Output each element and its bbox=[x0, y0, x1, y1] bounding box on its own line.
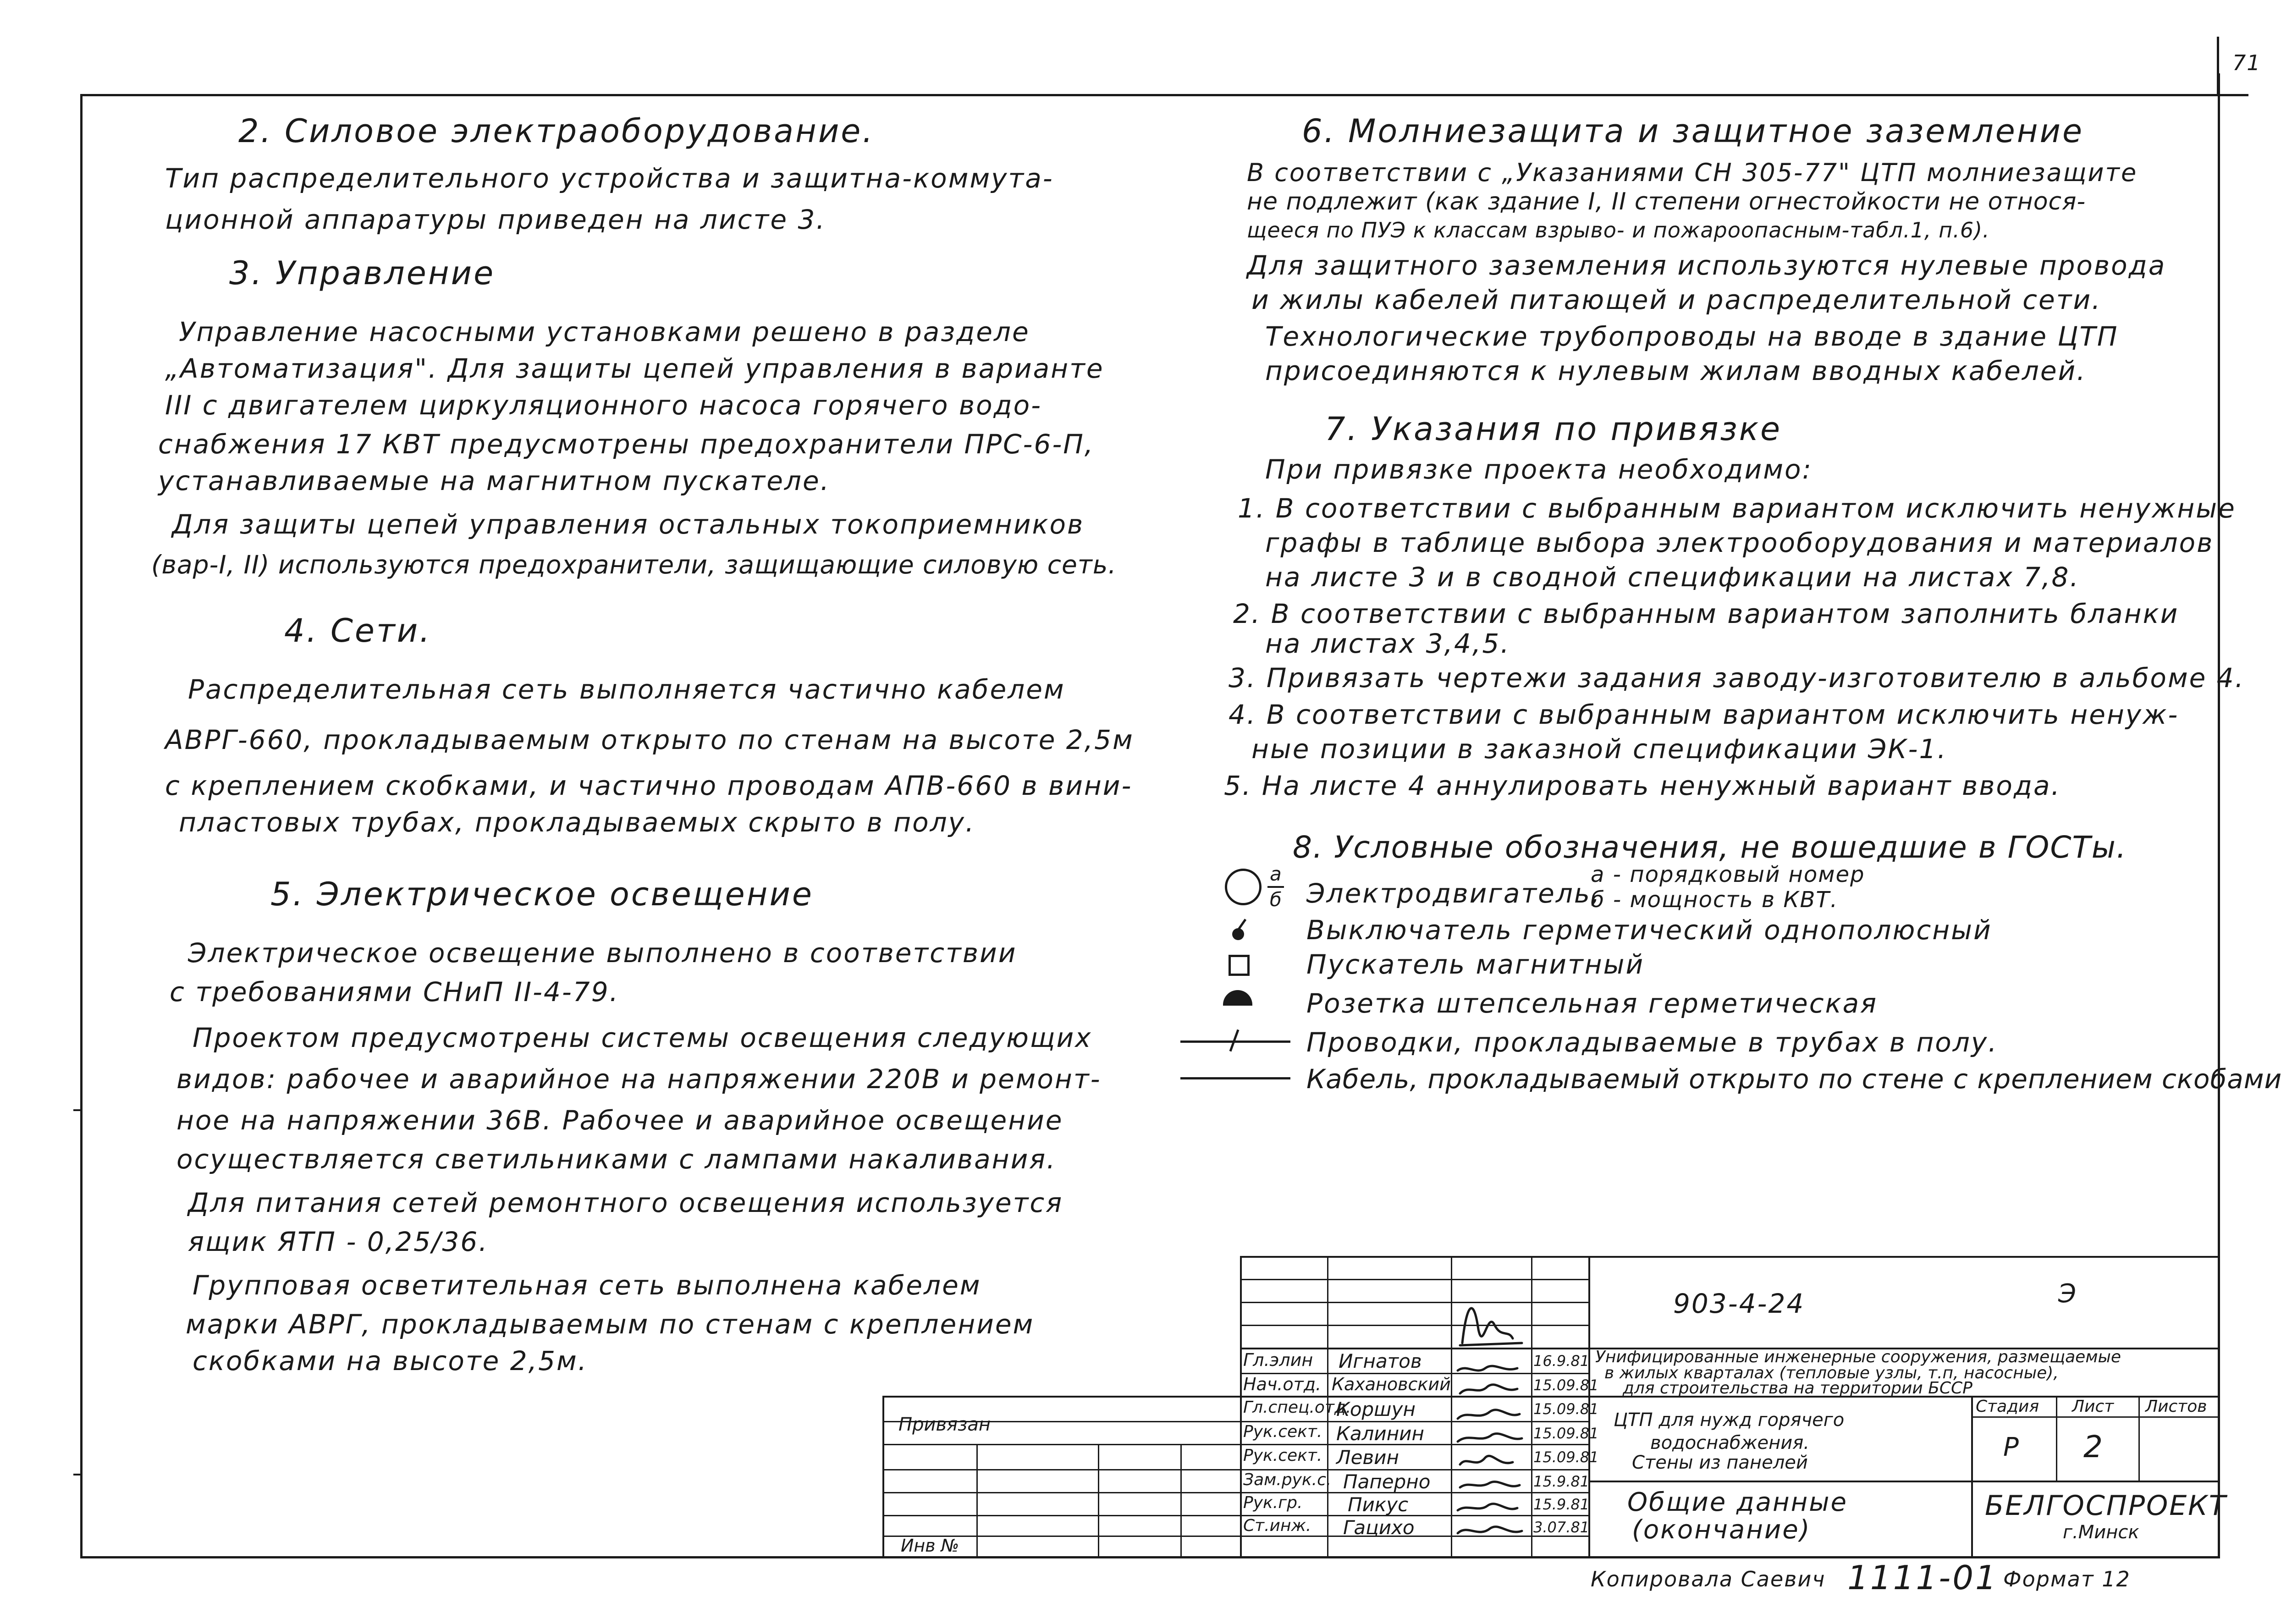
section-5-heading: 5. Электрическое освещение bbox=[270, 875, 814, 913]
section-7-line: 1. В соответствии с выбранным вариантом исключить ненужные bbox=[1238, 493, 2236, 524]
motor-fraction-denominator: б bbox=[1270, 888, 1282, 911]
section-6-line: В соответствии с „Указаниями СН 305-77" ЦТП молниезащите bbox=[1247, 158, 2138, 187]
signer-role: Нач.отд. bbox=[1243, 1374, 1322, 1394]
section-5-line: Проектом предусмотрены системы освещения следующих bbox=[193, 1022, 1092, 1053]
section-4-line: Распределительная сеть выполняется частично кабелем bbox=[188, 674, 1065, 705]
subject-line: водоснабжения. bbox=[1650, 1432, 1810, 1453]
column-sheet: Лист bbox=[2072, 1397, 2114, 1416]
section-6-line: Технологические трубопроводы на вводе в здание ЦТП bbox=[1265, 321, 2119, 352]
section-3-line: III с двигателем циркуляционного насоса горячего водо- bbox=[165, 390, 1042, 421]
signer-name: Гацихо bbox=[1343, 1516, 1415, 1539]
signer-role: Гл.спец.отд. bbox=[1243, 1398, 1351, 1417]
signer-name: Игнатов bbox=[1339, 1350, 1422, 1372]
section-3-line: Для защиты цепей управления остальных токоприемников bbox=[172, 509, 1085, 540]
signer-date: 15.09.81 bbox=[1533, 1448, 1599, 1466]
signer-role: Ст.инж. bbox=[1243, 1516, 1311, 1535]
copied-by: Копировала Саевич bbox=[1591, 1567, 1826, 1591]
signer-role: Рук.сект. bbox=[1243, 1422, 1322, 1441]
signer-role: Рук.гр. bbox=[1243, 1493, 1303, 1512]
signer-date: 15.9.81 bbox=[1533, 1473, 1590, 1490]
signer-role: Зам.рук.с. bbox=[1243, 1470, 1332, 1489]
signer-date: 15.09.81 bbox=[1533, 1376, 1599, 1394]
subject-line: Стены из панелей bbox=[1632, 1452, 1808, 1473]
section-7-line: ные позиции в заказной спецификации ЭК-1. bbox=[1251, 733, 1947, 765]
inventory-number-label: Инв № bbox=[901, 1536, 959, 1556]
section-6-line: не подлежит (как здание I, II степени огнестойкости не относя- bbox=[1247, 188, 2086, 215]
page-number: 71 bbox=[2232, 50, 2261, 75]
sheet-code: Э bbox=[2058, 1279, 2077, 1309]
section-3-line: снабжения 17 КВТ предусмотрены предохранители ПРС-6-П, bbox=[158, 429, 1095, 460]
section-5-line: с требованиями СНиП II-4-79. bbox=[170, 976, 620, 1007]
section-7-intro: При привязке проекта необходимо: bbox=[1265, 454, 1813, 485]
section-7-line: 3. Привязать чертежи задания заводу-изготовителю в альбоме 4. bbox=[1229, 662, 2245, 694]
legend-label-pipe-wiring: Проводки, прокладываемые в трубах в полу. bbox=[1306, 1027, 1998, 1058]
section-5-line: осуществляется светильниками с лампами накаливания. bbox=[176, 1144, 1057, 1175]
signer-role: Рук.сект. bbox=[1243, 1446, 1322, 1465]
sheet-title-line: (окончание) bbox=[1632, 1515, 1811, 1545]
section-7-heading: 7. Указания по привязке bbox=[1325, 410, 1782, 448]
section-2-heading: 2. Силовое электраоборудование. bbox=[238, 112, 875, 150]
section-5-line: скобками на высоте 2,5м. bbox=[193, 1345, 588, 1376]
section-5-line: Групповая осветительная сеть выполнена кабелем bbox=[193, 1270, 981, 1301]
section-6-heading: 6. Молниезащита и защитное заземление bbox=[1302, 112, 2084, 150]
section-6-line: щееся по ПУЭ к классам взрыво- и пожароопасным-табл.1, п.6). bbox=[1247, 218, 1990, 242]
title-block-line: в жилых кварталах (тепловые узлы, т.п, насосные), bbox=[1604, 1364, 2059, 1382]
section-5-line: ное на напряжении 36В. Рабочее и аварийное освещение bbox=[176, 1105, 1063, 1136]
signer-name: Левин bbox=[1336, 1446, 1399, 1469]
section-7-line: 5. На листе 4 аннулировать ненужный вариант ввода. bbox=[1224, 770, 2061, 801]
section-2-line: ционной аппаратуры приведен на листе 3. bbox=[165, 204, 826, 235]
section-7-line: на листе 3 и в сводной спецификации на листах 7,8. bbox=[1265, 562, 2080, 593]
section-4-heading: 4. Сети. bbox=[284, 612, 432, 650]
stage-value: Р bbox=[2003, 1432, 2019, 1462]
signer-name: Паперно bbox=[1343, 1470, 1431, 1493]
section-2-line: Тип распределительного устройства и защитна-коммута- bbox=[165, 163, 1054, 194]
title-block-line: для строительства на территории БССР bbox=[1623, 1379, 1972, 1398]
legend-label-cable: Кабель, прокладываемый открыто по стене с креплением скобами bbox=[1306, 1063, 2282, 1095]
signer-name: Коршун bbox=[1336, 1398, 1416, 1420]
section-5-line: Электрическое освещение выполнено в соответствии bbox=[188, 937, 1017, 969]
legend-label-socket: Розетка штепсельная герметическая bbox=[1306, 988, 1878, 1019]
signer-date: 15.09.81 bbox=[1533, 1400, 1599, 1418]
signer-date: 3.07.81 bbox=[1533, 1519, 1590, 1536]
sheet-value: 2 bbox=[2083, 1429, 2103, 1464]
signer-name: Пикус bbox=[1348, 1493, 1409, 1516]
format-label: Формат 12 bbox=[2003, 1567, 2131, 1591]
signer-role: Гл.элин bbox=[1243, 1350, 1313, 1370]
section-4-line: АВРГ-660, прокладываемым открыто по стенам на высоте 2,5м bbox=[165, 724, 1134, 755]
motor-fraction-numerator: a bbox=[1270, 863, 1282, 885]
section-5-line: видов: рабочее и аварийное на напряжении 220В и ремонт- bbox=[176, 1063, 1102, 1095]
signer-name: Кахановский bbox=[1332, 1374, 1451, 1394]
section-3-line: устанавливаемые на магнитном пускателе. bbox=[158, 465, 831, 496]
subject-line: ЦТП для нужд горячего bbox=[1614, 1409, 1845, 1431]
section-5-line: Для питания сетей ремонтного освещения используется bbox=[188, 1187, 1063, 1218]
motor-label: Электродвигатель, bbox=[1306, 878, 1601, 909]
privyazan-label: Привязан bbox=[898, 1414, 991, 1435]
motor-definition-b: б - мощность в КВТ. bbox=[1591, 887, 1839, 913]
section-3-line: Управление насосными установками решено в разделе bbox=[179, 316, 1030, 347]
legend-label-switch: Выключатель герметический однополюсный bbox=[1306, 914, 1992, 946]
section-7-line: 4. В соответствии с выбранным вариантом исключить ненуж- bbox=[1229, 699, 2179, 730]
section-4-line: с креплением скобками, и частично проводам АПВ-660 в вини- bbox=[165, 770, 1133, 801]
section-5-line: марки АВРГ, прокладываемым по стенам с креплением bbox=[186, 1309, 1035, 1340]
motor-definition-a: a - порядковый номер bbox=[1591, 862, 1865, 887]
section-6-line: и жилы кабелей питающей и распределительной сети. bbox=[1251, 284, 2102, 315]
section-8-heading: 8. Условные обозначения, не вошедшие в ГОСТы. bbox=[1293, 830, 2127, 865]
signer-date: 16.9.81 bbox=[1533, 1352, 1590, 1370]
signer-date: 15.9.81 bbox=[1533, 1496, 1590, 1513]
legend-label-starter: Пускатель магнитный bbox=[1306, 949, 1645, 980]
sheet-title-line: Общие данные bbox=[1627, 1487, 1848, 1517]
doc-code: 903-4-24 bbox=[1673, 1288, 1805, 1319]
column-stage: Стадия bbox=[1976, 1397, 2039, 1416]
section-7-line: на листах 3,4,5. bbox=[1265, 628, 1510, 659]
section-5-line: ящик ЯТП - 0,25/36. bbox=[188, 1226, 489, 1257]
section-6-line: присоединяются к нулевым жилам вводных кабелей. bbox=[1265, 355, 2087, 386]
column-sheets: Листов bbox=[2145, 1397, 2207, 1416]
organization: БЕЛГОСПРОЕКТ bbox=[1985, 1490, 2227, 1522]
section-3-line: „Автоматизация". Для защиты цепей управления в варианте bbox=[165, 353, 1104, 384]
section-7-line: графы в таблице выбора электрооборудования и материалов bbox=[1265, 527, 2214, 558]
signer-date: 15.09.81 bbox=[1533, 1425, 1599, 1442]
title-block-line: Унифицированные инженерные сооружения, размещаемые bbox=[1595, 1348, 2121, 1366]
section-6-line: Для защитного заземления используются нулевые провода bbox=[1247, 250, 2166, 281]
organization-city: г.Минск bbox=[2063, 1522, 2139, 1543]
section-3-heading: 3. Управление bbox=[229, 254, 496, 292]
section-4-line: пластовых трубах, прокладываемых скрыто в полу. bbox=[179, 807, 975, 838]
section-3-line: (вар-I, II) используются предохранители, защищающие силовую сеть. bbox=[151, 550, 1117, 579]
section-7-line: 2. В соответствии с выбранным вариантом заполнить бланки bbox=[1233, 598, 2179, 629]
signer-name: Калинин bbox=[1336, 1422, 1424, 1445]
archive-number: 1111-01 bbox=[1847, 1558, 1998, 1597]
